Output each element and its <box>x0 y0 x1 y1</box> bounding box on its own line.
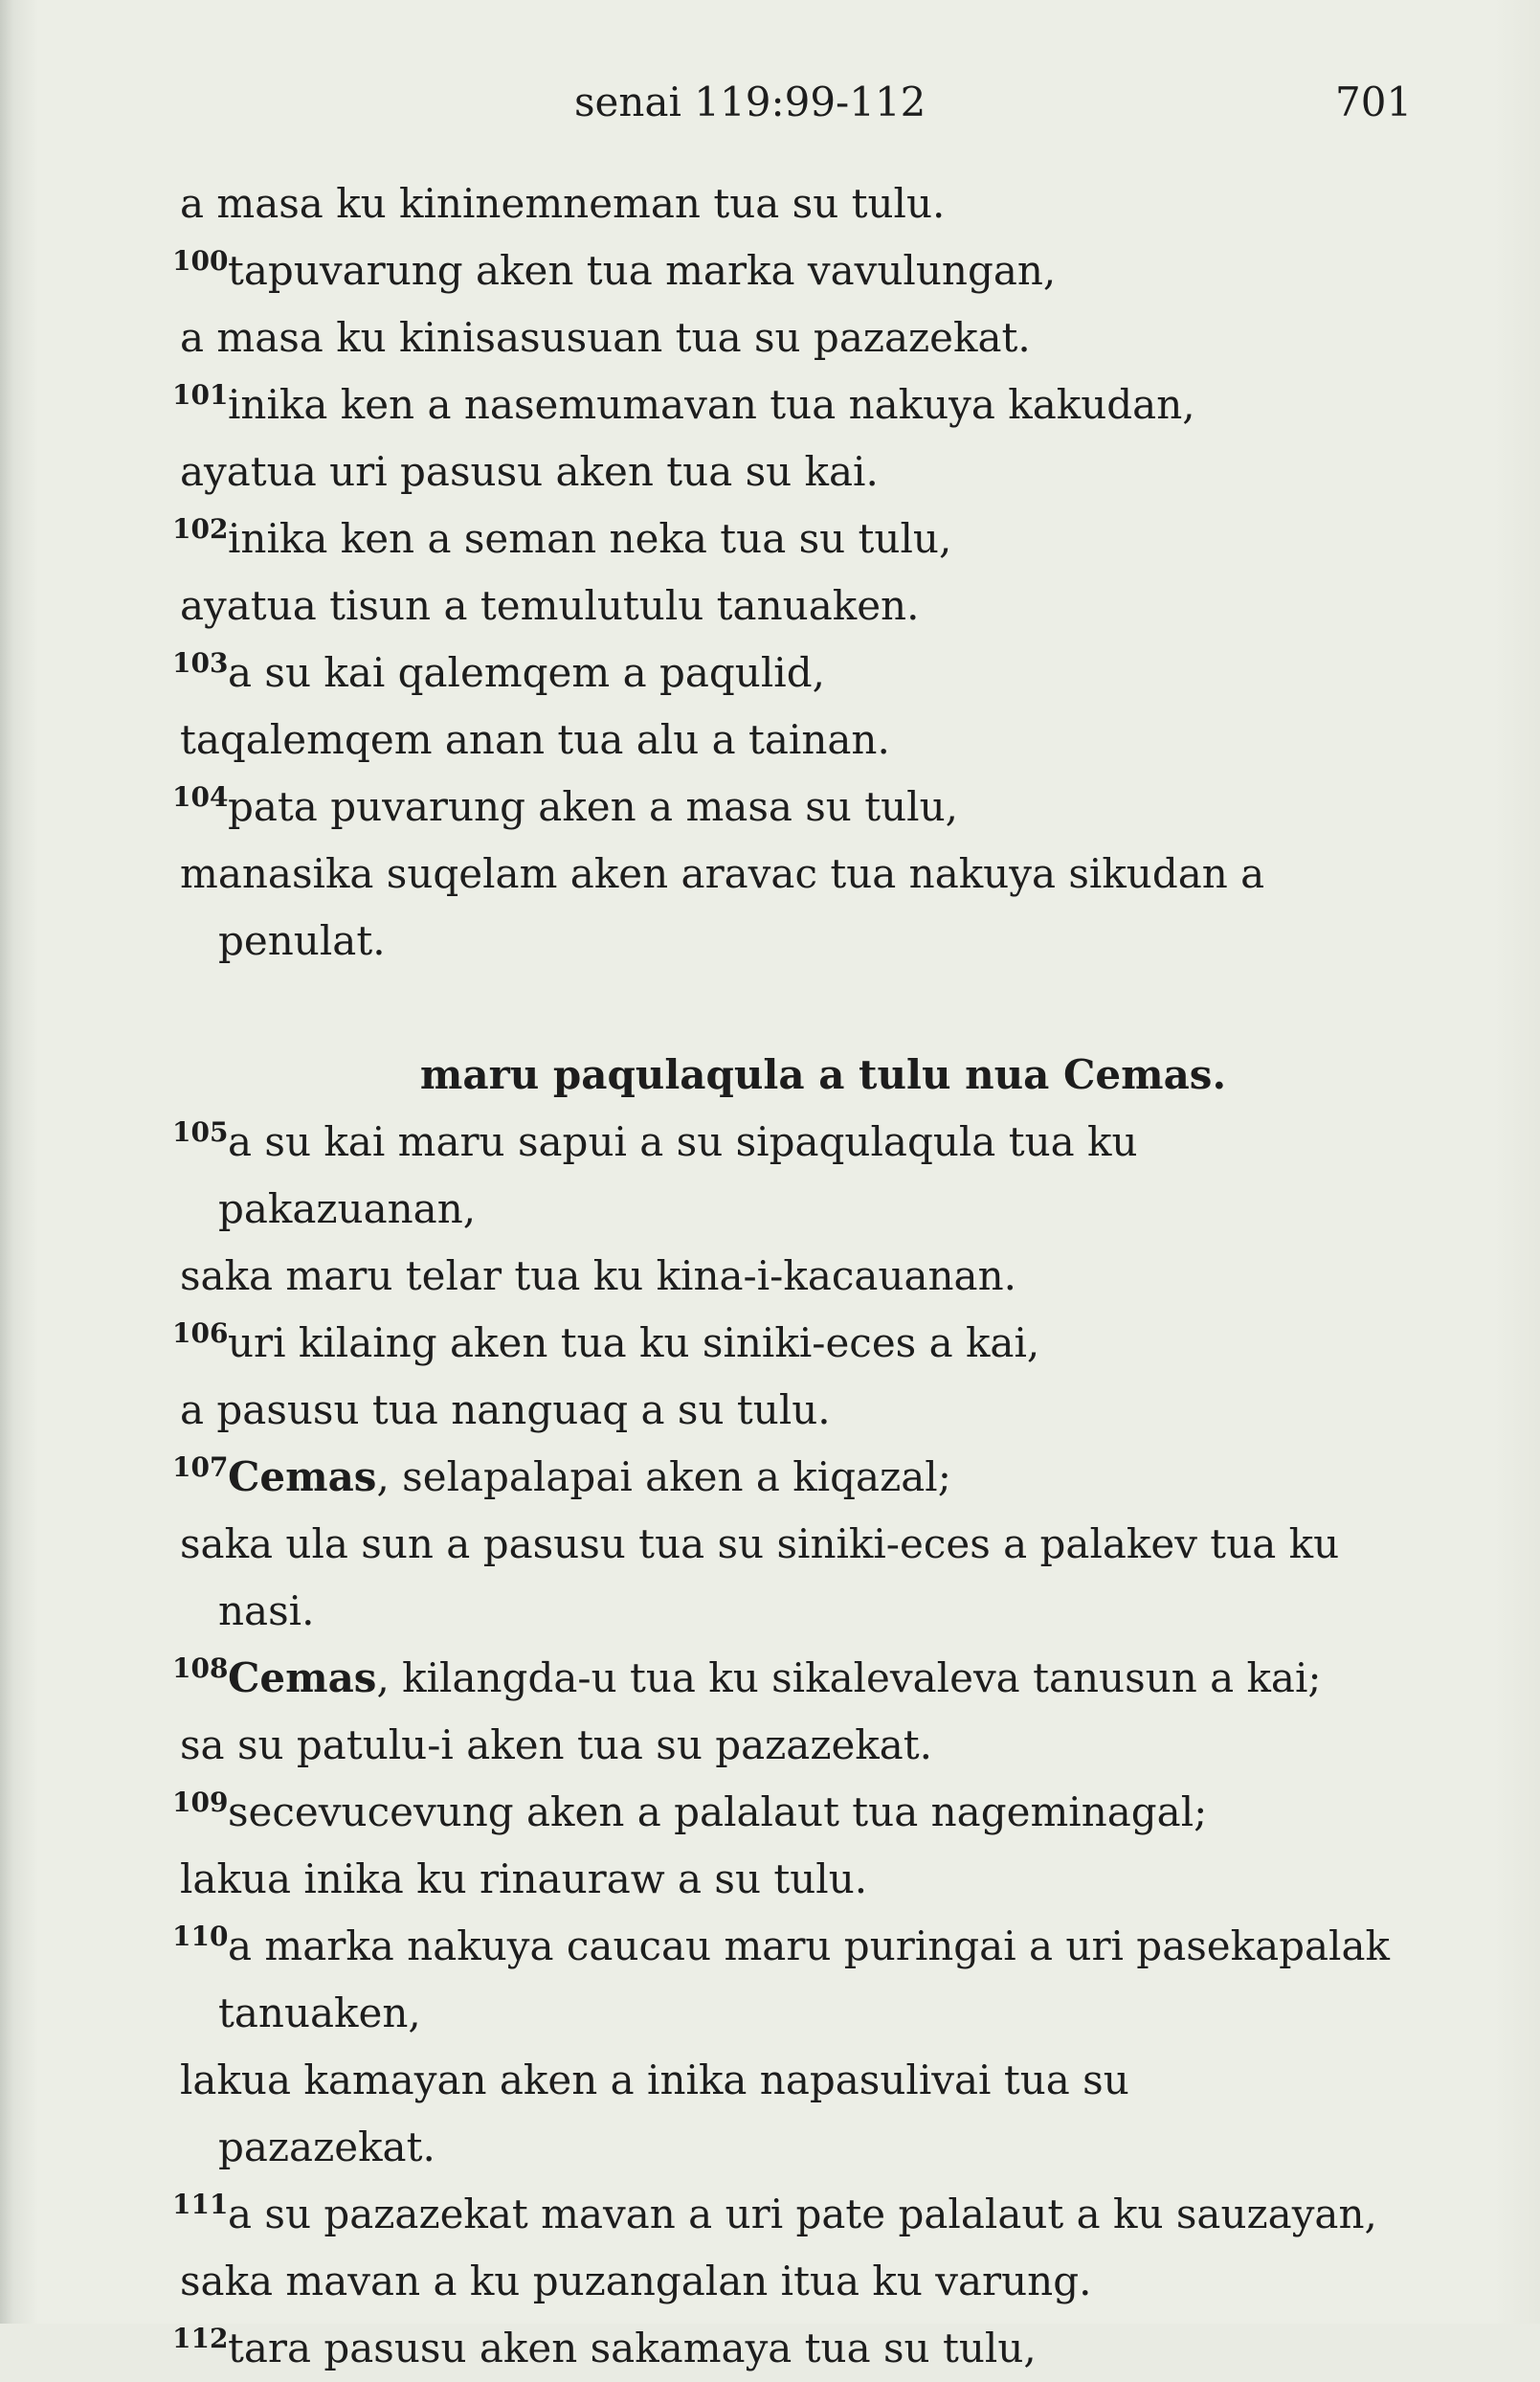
verse-line <box>172 1511 1417 1578</box>
verse-line <box>172 908 1417 975</box>
line-text: taqalemqem anan tua alu a tainan. <box>180 716 890 763</box>
verse-line <box>172 1846 1417 1913</box>
verse-number: 112 <box>172 2323 229 2354</box>
line-text: uri kilaing aken tua ku siniki-eces a kai, <box>228 1319 1040 1366</box>
verse-line <box>172 707 1417 774</box>
verse-line <box>172 1779 1417 1846</box>
verse-line <box>172 237 1417 304</box>
verse-text <box>218 2114 435 2181</box>
verse-text <box>180 1511 1339 1578</box>
line-text: a su kai qalemqem a paqulid, <box>228 649 825 696</box>
verse-text <box>218 1980 421 2047</box>
line-text: saka mavan a ku puzangalan itua ku varung. <box>180 2258 1092 2304</box>
line-text: pata puvarung aken a masa su tulu, <box>228 783 958 830</box>
verse-text <box>180 1243 1016 1310</box>
line-text: sa su patulu-i aken tua su pazazekat. <box>180 1721 933 1768</box>
verse-line <box>172 2315 1417 2382</box>
verse-text <box>228 1109 1138 1176</box>
line-text: saka ula sun a pasusu tua su siniki-eces a palakev tua ku <box>180 1520 1340 1567</box>
verse-text <box>180 2248 1091 2315</box>
verse-text <box>180 1712 932 1779</box>
line-text: a marka nakuya caucau maru puringai a uri pasekapalak <box>228 1922 1390 1969</box>
line-text: tapuvarung aken tua marka vavulungan, <box>228 247 1057 294</box>
verse-number: 102 <box>172 513 229 545</box>
verse-text <box>218 1578 314 1645</box>
section-heading: maru paqulaqula a tulu nua Cemas. <box>419 1051 1227 1098</box>
line-text: a su kai maru sapui a su sipaqulaqula tua ku <box>228 1118 1138 1165</box>
verse-number: 101 <box>172 379 229 411</box>
verse-line <box>172 1444 1417 1511</box>
verse-text <box>180 1377 831 1444</box>
verse-number: 104 <box>172 781 229 813</box>
verse-number: 107 <box>172 1451 229 1483</box>
verse-line <box>172 1712 1417 1779</box>
line-text: tara pasusu aken sakamaya tua su tulu, <box>228 2325 1037 2371</box>
line-text: pakazuanan, <box>218 1185 477 1232</box>
verse-text <box>180 841 1264 908</box>
verse-line <box>172 1913 1417 1980</box>
verse-line <box>172 1310 1417 1377</box>
verse-line <box>172 640 1417 707</box>
line-text: nasi. <box>218 1587 315 1634</box>
verse-line <box>172 1578 1417 1645</box>
line-text: ayatua uri pasusu aken tua su kai. <box>180 448 879 495</box>
verse-line <box>172 1980 1417 2047</box>
line-text: ayatua tisun a temulutulu tanuaken. <box>180 582 920 629</box>
verse-text <box>180 2047 1129 2114</box>
verse-text <box>228 2181 1377 2248</box>
verse-line <box>172 2047 1417 2114</box>
verse-line <box>172 2181 1417 2248</box>
line-text: a masa ku kinisasusuan tua su pazazekat. <box>180 314 1031 361</box>
verse-text <box>228 1444 951 1511</box>
verse-text <box>228 1645 1322 1712</box>
running-title: senai 119:99-112 <box>574 79 926 125</box>
divine-name: Cemas <box>228 1453 377 1500</box>
verse-number: 103 <box>172 647 229 679</box>
verse-number: 106 <box>172 1317 229 1349</box>
verse-line <box>172 1243 1417 1310</box>
verse-line <box>172 2248 1417 2315</box>
verse-text <box>180 707 890 774</box>
verse-number: 108 <box>172 1652 229 1684</box>
verse-line <box>172 2114 1417 2181</box>
verse-line <box>172 841 1417 908</box>
verse-number: 111 <box>172 2189 229 2220</box>
verse-text <box>218 908 386 975</box>
verse-line <box>172 573 1417 640</box>
verse-text <box>180 170 945 237</box>
verse-number: 110 <box>172 1921 229 1952</box>
line-text: saka maru telar tua ku kina-i-kacauanan. <box>180 1252 1017 1299</box>
line-text: , selapalapai aken a kiqazal; <box>376 1453 951 1500</box>
verse-text <box>228 506 951 573</box>
line-text: tanuaken, <box>218 1989 421 2036</box>
page-number: 701 <box>1335 79 1413 125</box>
line-text: penulat. <box>218 917 386 964</box>
verse-text <box>180 1846 867 1913</box>
verse-text <box>218 1176 476 1243</box>
line-text: a su pazazekat mavan a uri pate palalaut a ku sauzayan, <box>228 2191 1377 2237</box>
verse-text <box>228 774 958 841</box>
verse-line <box>172 774 1417 841</box>
verse-block-2 <box>172 1109 1417 2382</box>
line-text: secevucevung aken a palalaut tua nageminagal; <box>228 1788 1208 1835</box>
line-text: a masa ku kininemneman tua su tulu. <box>180 180 946 227</box>
divine-name: Cemas <box>228 1654 377 1701</box>
verse-line <box>172 506 1417 573</box>
verse-text <box>228 2315 1037 2382</box>
line-text: inika ken a seman neka tua su tulu, <box>228 515 952 562</box>
verse-line <box>172 1377 1417 1444</box>
line-text: pazazekat. <box>218 2124 435 2170</box>
verse-line <box>172 1645 1417 1712</box>
line-text: lakua kamayan aken a inika napasulivai tua su <box>180 2056 1129 2103</box>
page-header <box>0 79 1540 136</box>
verse-line <box>172 1109 1417 1176</box>
verse-text <box>228 640 825 707</box>
verse-line <box>172 371 1417 438</box>
verse-text <box>228 371 1195 438</box>
verse-text <box>228 237 1056 304</box>
verse-block-1 <box>172 170 1417 975</box>
verse-text <box>180 573 919 640</box>
verse-text <box>228 1779 1207 1846</box>
verse-text <box>228 1913 1390 1980</box>
verse-line <box>172 438 1417 506</box>
verse-text <box>228 1310 1039 1377</box>
verse-line <box>172 170 1417 237</box>
verse-number: 109 <box>172 1786 229 1818</box>
line-text: a pasusu tua nanguaq a su tulu. <box>180 1386 831 1433</box>
verse-number: 100 <box>172 245 229 277</box>
line-text: manasika suqelam aken aravac tua nakuya sikudan a <box>180 850 1265 897</box>
verse-line <box>172 304 1417 371</box>
line-text: , kilangda-u tua ku sikalevaleva tanusun a kai; <box>376 1654 1322 1701</box>
verse-number: 105 <box>172 1116 229 1148</box>
verse-text <box>180 438 879 506</box>
verse-text <box>180 304 1031 371</box>
page-body <box>172 170 1417 2382</box>
verse-line <box>172 1176 1417 1243</box>
line-text: inika ken a nasemumavan tua nakuya kakudan, <box>228 381 1195 428</box>
line-text: lakua inika ku rinauraw a su tulu. <box>180 1855 868 1902</box>
